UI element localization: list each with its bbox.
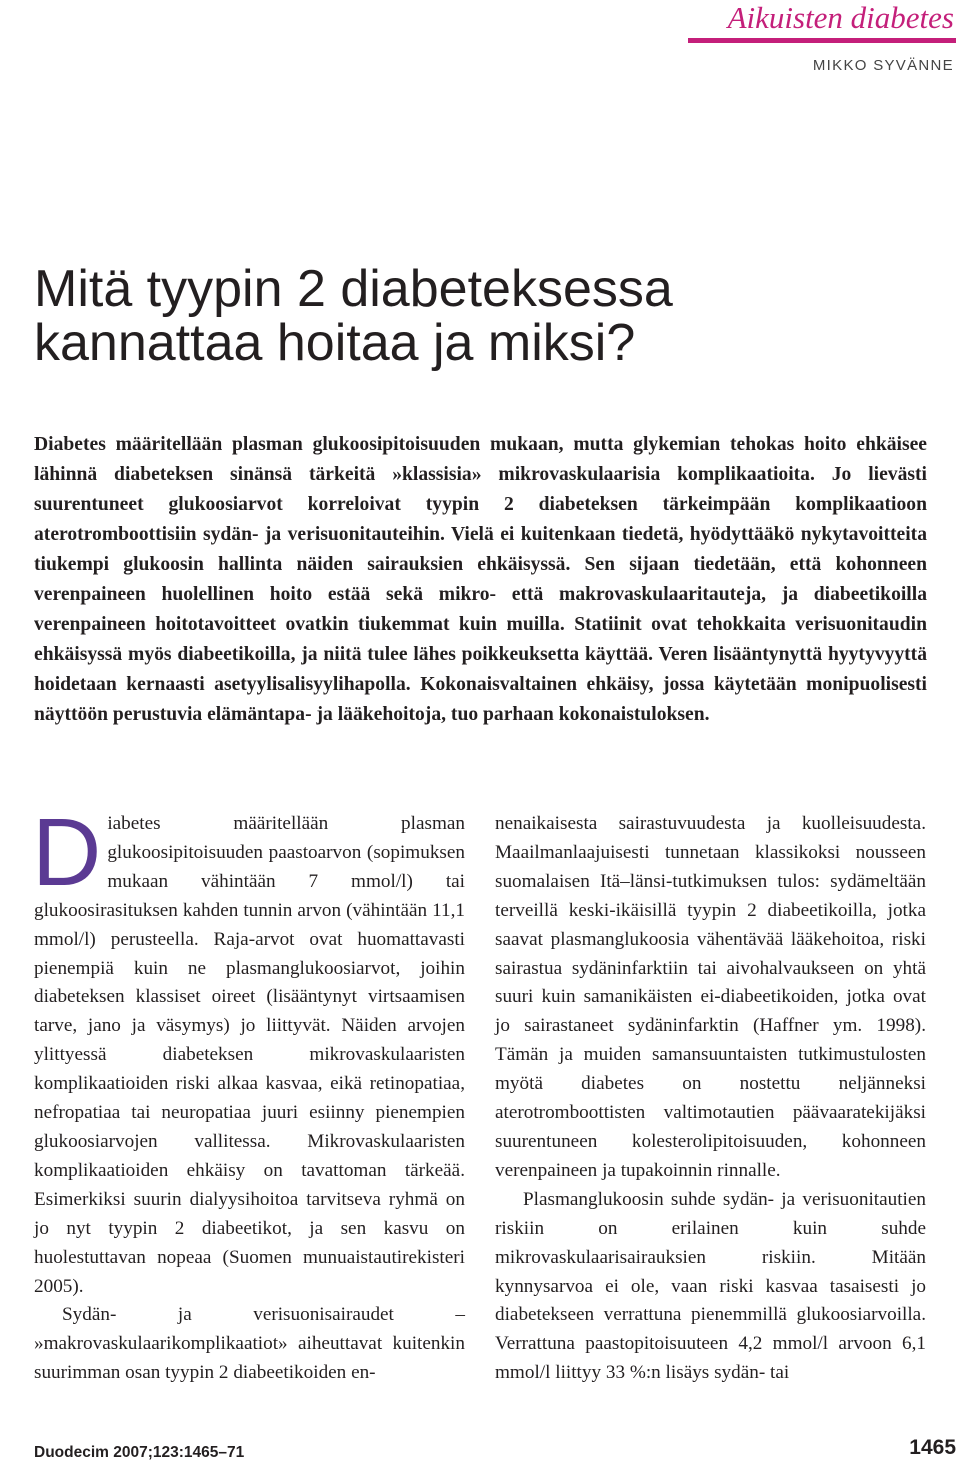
series-title: Aikuisten diabetes <box>727 0 954 35</box>
article-title <box>34 262 914 370</box>
body-paragraph <box>32 799 465 1301</box>
title-line-2: kannattaa hoitaa ja miksi? <box>34 314 636 372</box>
author-name: MIKKO SYVÄNNE <box>812 57 954 74</box>
drop-cap: D <box>32 799 102 906</box>
abstract: Diabetes määritellään plasman glukoosipitoisuuden mukaan, mutta glykemian tehokas hoito ehkäisee lähinnä diabeteksen sinänsä tärkeitä »klassisia» mikrovaskulaarisia komplikaatioita. Jo lievästi suurentuneet glukoosiarvot korreloivat tyypin 2 diabeteksen tärkeimpään komplikaatioon aterotromboottisiin sydän- ja verisuonitauteihin. Vielä ei kuitenkaan tiedetä, hyödyttääkö nykytavoitteita tiukempi glukoosin hallinta näiden sairauksien ehkäisyssä. Sen sijaan tiedetään, että kohonneen verenpaineen huolellinen hoito estää sekä mikro- että makrovaskulaaritauteja, ja diabeetikoilla verenpaineen hoitotavoitteet ovatkin tiukemmat kuin muilla. Statiinit ovat tehokkaita verisuonitaudin ehkäisyssä myös diabeetikoilla, ja niitä tulee lähes poikkeuksetta käyttää. Veren lisääntynyttä hyytyvyyttä hoidetaan kernaasti asetyylisalisyylihapolla. Kokonaisvaltainen ehkäisy, jossa käytetään monipuolisesti näyttöön perustuvia elämäntapa- ja lääkehoitoja, tuo parhaan kokonaistuloksen. <box>34 434 927 725</box>
body-column-right <box>495 810 926 1388</box>
page-number: 1465 <box>909 1436 956 1459</box>
series-rule <box>688 38 956 43</box>
journal-citation: Duodecim 2007;123:1465–71 <box>34 1444 245 1461</box>
title-line-1: Mitä tyypin 2 diabeteksessa <box>34 260 673 318</box>
body-column-left <box>32 799 465 1388</box>
body-paragraph: nenaikaisesta sairastuvuudesta ja kuolleisuudesta. Maailmanlaajuisesti tunnetaan klassikoksi nousseen suomalaisen Itä–länsi-tutkimuksen tulos: sydämeltään terveillä keski-ikäisillä tyypin 2 diabeetikoilla, jotka saavat plasmanglukoosia vähentävää lääkehoitoa, riski sairastua sydäninfarktiin tai aivohalvaukseen on yhtä suuri kuin samanikäisten ei-diabeetikoiden, jotka ovat jo sairastaneet sydäninfarktin (Haffner ym. 1998). Tämän ja muiden samansuuntaisten tutkimustulosten myötä diabetes on nostettu neljänneksi aterotromboottisten valtimotautien päävaaratekijäksi suurentuneen kolesterolipitoisuuden, kohonneen verenpaineen ja tupakoinnin rinnalle. <box>495 813 926 1181</box>
series-header <box>688 0 956 74</box>
body-paragraph: Plasmanglukoosin suhde sydän- ja verisuonitautien riskiin on erilainen kuin suhde mikrovaskulaarisairauksien riskiin. Mitään kynnysarvoa ei ole, vaan riski kasvaa tasaisesti jo diabetekseen verrattuna pienemmillä glukoosiarvoilla. Verrattuna paastopitoisuuteen 4,2 mmol/l arvoon 6,1 mmol/l liittyy 33 %:n lisäys sydän- tai <box>495 1188 926 1384</box>
paragraph-text: iabetes määritellään plasman glukoosipitoisuuden paastoarvon (sopimuksen mukaan vähintään 7 mmol/l) tai glukoosirasituksen kahden tunnin arvon (vähintään 11,1 mmol/l) perusteella. Raja-arvot ovat huomattavasti pienempiä kuin ne plasmanglukoosiarvot, joihin diabeteksen klassiset oireet (lisääntynyt virtsaamisen tarve, jano ja väsymys) jo liittyvät. Näiden arvojen ylittyessä diabeteksen mikrovaskulaaristen komplikaatioiden riski alkaa kasvaa, eikä retinopatiaa, nefropatiaa tai neuropatiaa juuri esiinny pienempien glukoosiarvojen vallitessa. Mikrovaskulaaristen komplikaatioiden ehkäisy on tavattoman tärkeää. Esimerkiksi suurin dialyysihoitoa tarvitseva ryhmä on jo nyt tyypin 2 diabeetikot, ja sen kasvu on huolestuttavan nopeaa (Suomen munuaistautirekisteri 2005). <box>34 813 465 1297</box>
body-paragraph: Sydän- ja verisuonisairaudet – »makrovaskulaarikomplikaatiot» aiheuttavat kuitenkin suurimman osan tyypin 2 diabeetikoiden en- <box>34 1304 465 1384</box>
